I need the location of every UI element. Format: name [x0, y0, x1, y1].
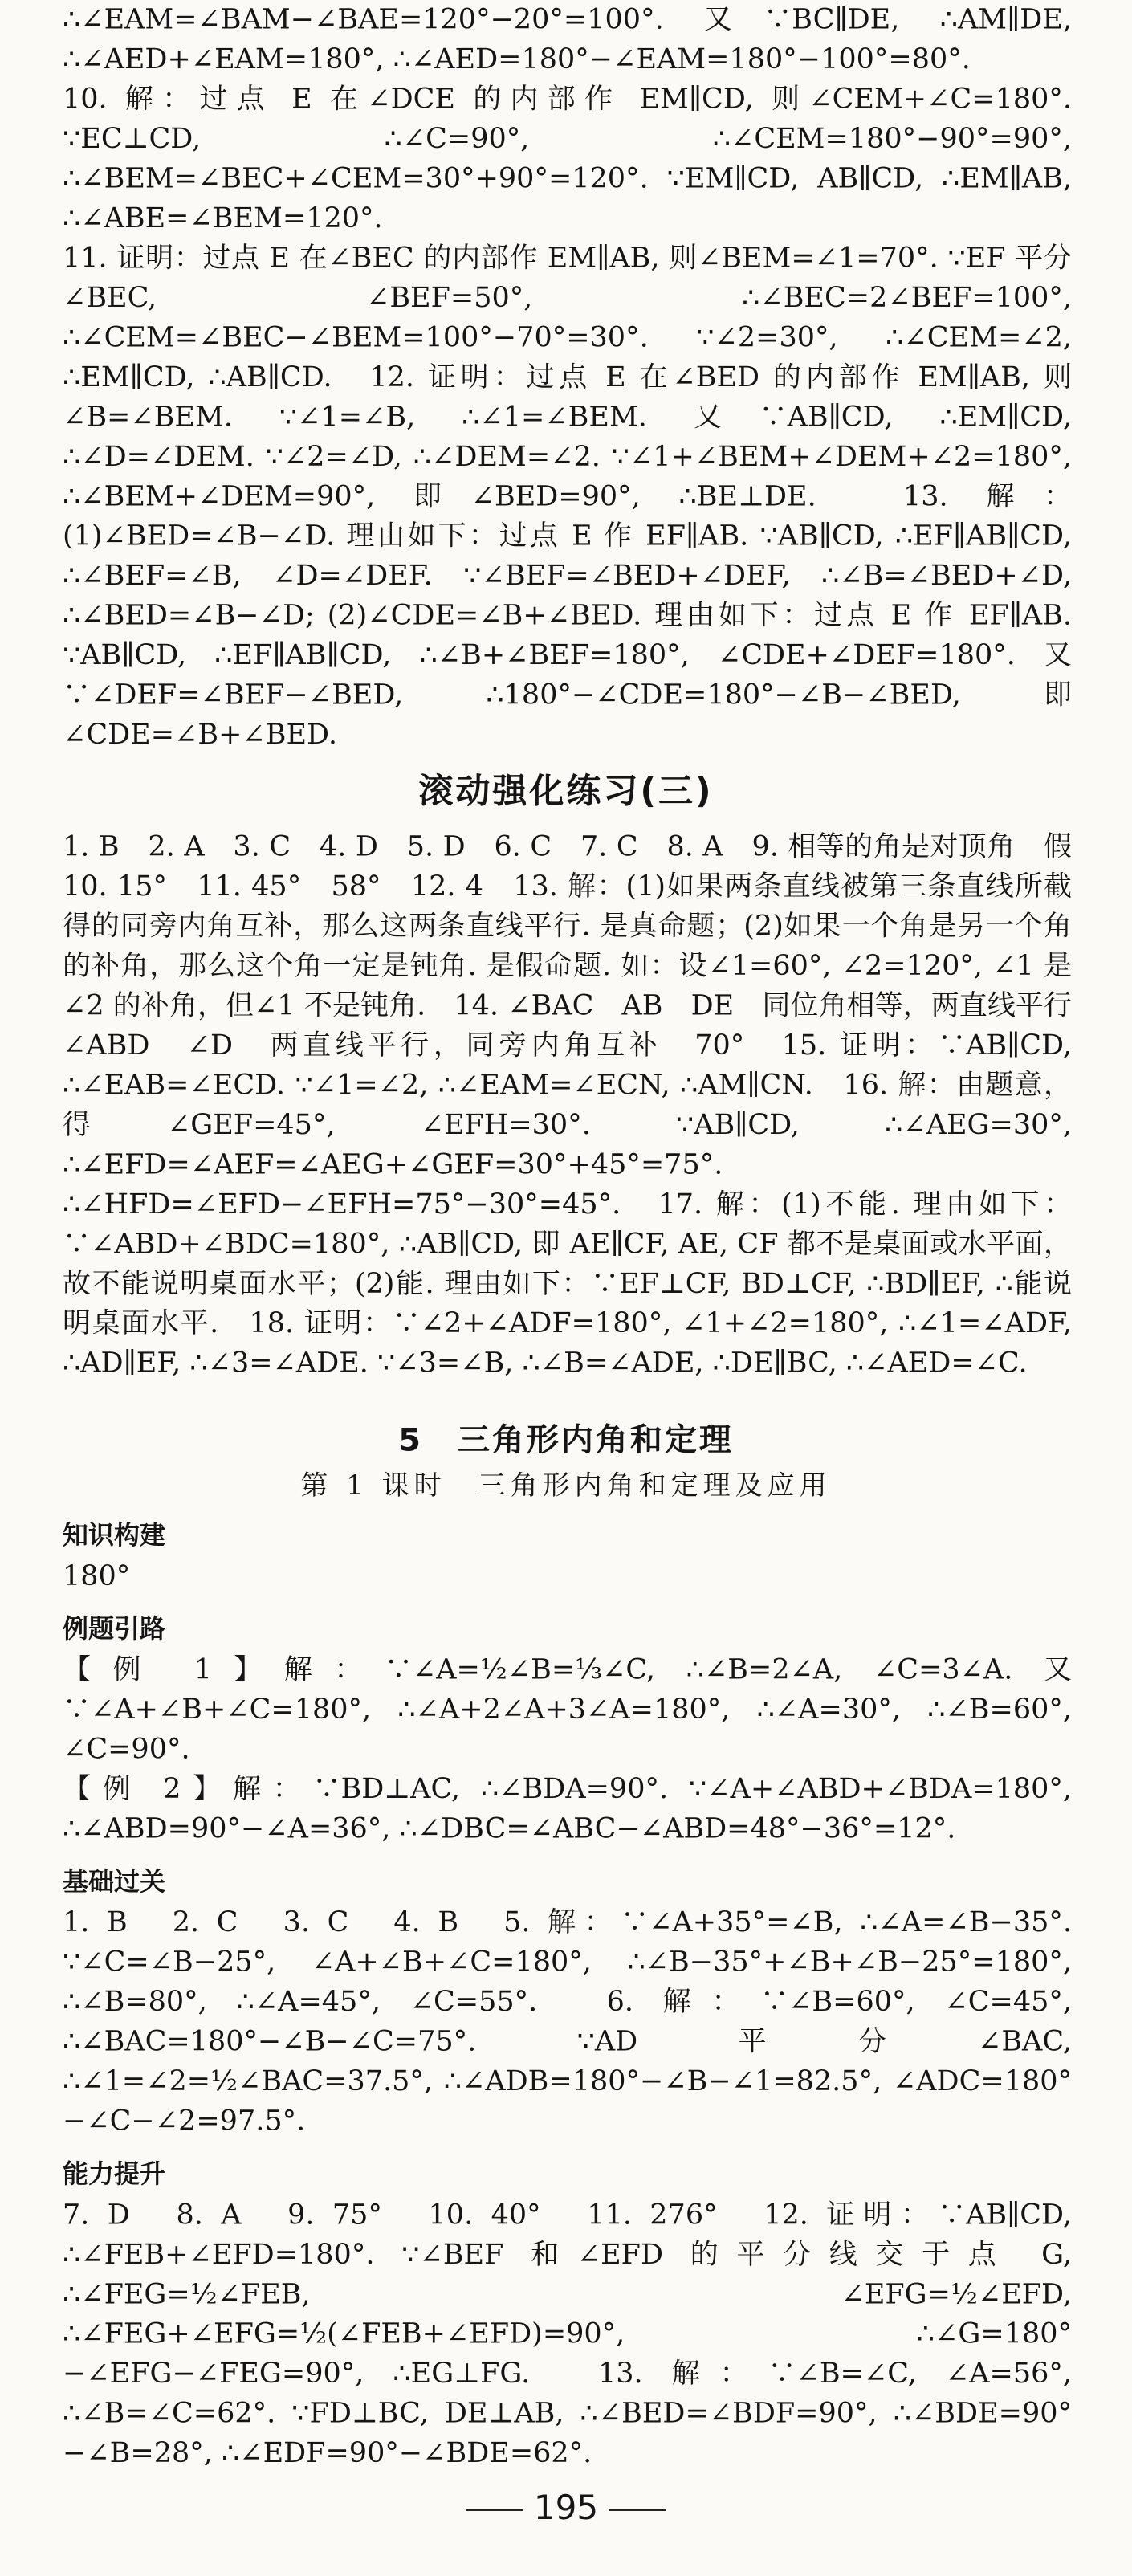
subheading: 基础过关: [63, 1866, 166, 1897]
paragraph: 1. B 2. A 3. C 4. D 5. D 6. C 7. C 8. A 9. 相等的角是对顶角 假 10. 15° 11. 45° 58° 12. 4 13. 解：(1)如果两条直线被第三条直线所截得的同旁内角互补，那么这两条直线平行. 是真命题；(2)如果一个角是另一个角的补角，那么这个角一定是钝角. 是假命题. 如：设∠1=60°, ∠2=120°, ∠1 是∠2 的补角，但∠1 不是钝角. 14. ∠BAC AB DE 同位角相等，两直线平行 ∠ABD ∠D 两直线平行，同旁内角互补 70° 15. 证明：∵AB∥CD, ∴∠EAB=∠ECD. ∵∠1=∠2, ∴∠EAM=∠ECN, ∴AM∥CN. 16. 解：由题意，得∠GEF=45°, ∠EFH=30°. ∵AB∥CD, ∴∠AEG=30°, ∴∠EFD=∠AEF=∠AEG+∠GEF=30°+45°=75°. ∴∠HFD=∠EFD−∠EFH=75°−30°=45°. 17. 解：(1)不能. 理由如下：∵∠ABD+∠BDC=180°, ∴AB∥CD, 即 AE∥CF, AE, CF 都不是桌面或水平面，故不能说明桌面水平；(2)能. 理由如下：∵EF⊥CF, BD⊥CF, ∴BD∥EF, ∴能说明桌面水平. 18. 证明：∵∠2+∠ADF=180°, ∠1+∠2=180°, ∴∠1=∠ADF, ∴AD∥EF, ∴∠3=∠ADE. ∵∠3=∠B, ∴∠B=∠ADE, ∴DE∥BC, ∴∠AED=∠C.: [63, 830, 1101, 1380]
subheading: 例题引路: [63, 1613, 166, 1645]
subheading: 知识构建: [63, 1519, 166, 1551]
page-number: 195: [533, 2488, 599, 2527]
paragraph: 【例 2】解：∵BD⊥AC, ∴∠BDA=90°. ∵∠A+∠ABD+∠BDA=180°, ∴∠ABD=90°−∠A=36°, ∴∠DBC=∠ABC−∠ABD=48°−36°=12°.: [63, 1773, 1072, 1845]
paragraph: 11. 证明：过点 E 在∠BEC 的内部作 EM∥AB, 则∠BEM=∠1=70°. ∵EF 平分∠BEC, ∠BEF=50°, ∴∠BEC=2∠BEF=100°, ∴∠CEM=∠BEC−∠BEM=100°−70°=30°. ∵∠2=30°, ∴∠CEM=∠2, ∴EM∥CD, ∴AB∥CD. 12. 证明：过点 E 在∠BED 的内部作 EM∥AB, 则∠B=∠BEM. ∵∠1=∠B, ∴∠1=∠BEM. 又∵AB∥CD, ∴EM∥CD, ∴∠D=∠DEM. ∵∠2=∠D, ∴∠DEM=∠2. ∵∠1+∠BEM+∠DEM+∠2=180°, ∴∠BEM+∠DEM=90°, 即∠BED=90°, ∴BE⊥DE. 13. 解：(1)∠BED=∠B−∠D. 理由如下：过点 E 作 EF∥AB. ∵AB∥CD, ∴EF∥AB∥CD, ∴∠BEF=∠B, ∠D=∠DEF. ∵∠BEF=∠BED+∠DEF, ∴∠B=∠BED+∠D, ∴∠BED=∠B−∠D; (2)∠CDE=∠B+∠BED. 理由如下：过点 E 作 EF∥AB. ∵AB∥CD, ∴EF∥AB∥CD, ∴∠B+∠BEF=180°, ∠CDE+∠DEF=180°. 又∵∠DEF=∠BEF−∠BED, ∴180°−∠CDE=180°−∠B−∠BED, 即∠CDE=∠B+∠BED.: [63, 242, 1072, 751]
subheading: 能力提升: [63, 2158, 166, 2189]
chapter-title: 5 三角形内角和定理: [398, 1422, 734, 1459]
lesson-title: 第 1 课时 三角形内角和定理及应用: [300, 1469, 832, 1502]
paragraph: 10. 解：过点 E 在∠DCE 的内部作 EM∥CD, 则∠CEM+∠C=180°. ∵EC⊥CD, ∴∠C=90°, ∴∠CEM=180°−90°=90°, ∴∠BEM=∠BEC+∠CEM=30°+90°=120°. ∵EM∥CD, AB∥CD, ∴EM∥AB, ∴∠ABE=∠BEM=120°.: [63, 83, 1072, 234]
paragraph: 7. D 8. A 9. 75° 10. 40° 11. 276° 12. 证明：∵AB∥CD, ∴∠FEB+∠EFD=180°. ∵∠BEF 和∠EFD 的平分线交于点 G, ∴∠FEG=½∠FEB, ∠EFG=½∠EFD, ∴∠FEG+∠EFG=½(∠FEB+∠EFD)=90°, ∴∠G=180°−∠EFG−∠FEG=90°, ∴EG⊥FG. 13. 解：∵∠B=∠C, ∠A=56°, ∴∠B=∠C=62°. ∵FD⊥BC, DE⊥AB, ∴∠BED=∠BDF=90°, ∴∠BDE=90°−∠B=28°, ∴∠EDF=90°−∠BDE=62°.: [63, 2199, 1072, 2470]
page-footer: [0, 2488, 1132, 2527]
paragraph: 【例 1】解：∵∠A=½∠B=⅓∠C, ∴∠B=2∠A, ∠C=3∠A. 又∵∠A+∠B+∠C=180°, ∴∠A+2∠A+3∠A=180°, ∴∠A=30°, ∴∠B=60°, ∠C=90°.: [63, 1653, 1072, 1766]
section-title: 滚动强化练习(三): [418, 771, 714, 812]
footer-dash-right: [609, 2509, 666, 2511]
paragraph: ∴∠EAM=∠BAM−∠BAE=120°−20°=100°. 又∵BC∥DE, ∴AM∥DE, ∴∠AED+∠EAM=180°, ∴∠AED=180°−∠EAM=180°−100°=80°.: [63, 3, 1072, 75]
paragraph: 180°: [63, 1560, 131, 1592]
footer-dash-left: [466, 2509, 523, 2511]
paragraph: 1. B 2. C 3. C 4. B 5. 解：∵∠A+35°=∠B, ∴∠A=∠B−35°. ∵∠C=∠B−25°, ∠A+∠B+∠C=180°, ∴∠B−35°+∠B+∠B−25°=180°, ∴∠B=80°, ∴∠A=45°, ∠C=55°. 6. 解：∵∠B=60°, ∠C=45°, ∴∠BAC=180°−∠B−∠C=75°. ∵AD 平分∠BAC, ∴∠1=∠2=½∠BAC=37.5°, ∴∠ADB=180°−∠B−∠1=82.5°, ∠ADC=180°−∠C−∠2=97.5°.: [63, 1906, 1072, 2138]
